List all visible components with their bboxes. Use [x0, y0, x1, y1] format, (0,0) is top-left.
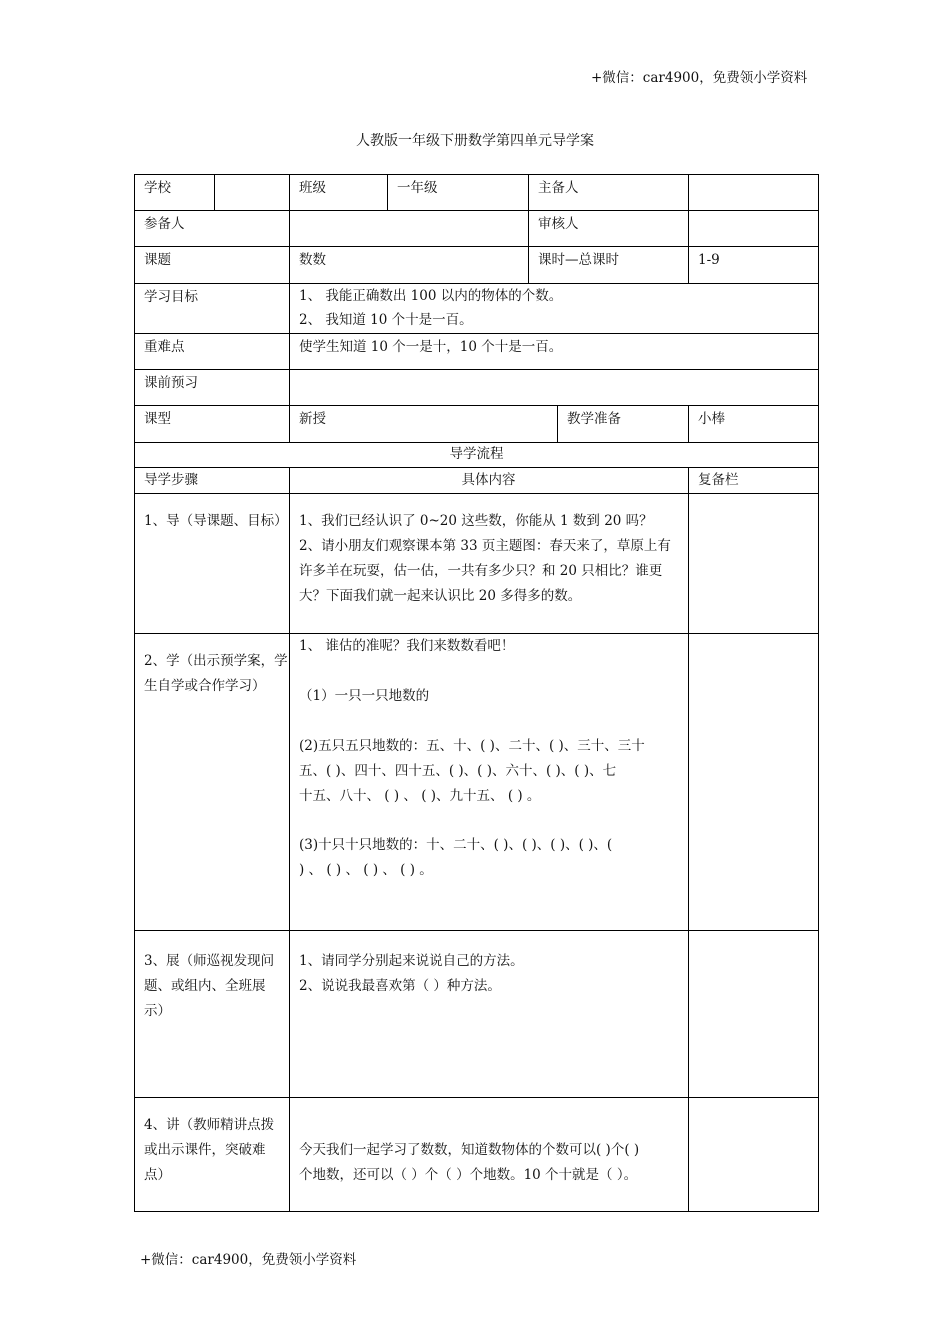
page-title: 人教版一年级下册数学第四单元导学案 — [356, 133, 594, 149]
preview-label: 课前预习 — [144, 375, 198, 391]
hours-value: 1-9 — [698, 252, 720, 268]
header-note: +微信：car4900，免费领小学资料 — [591, 70, 808, 86]
step3-label: 题、或组内、全班展 — [144, 978, 266, 994]
step1-line: 许多羊在玩耍，估一估，一共有多少只？和 20 只相比？谁更 — [299, 563, 663, 579]
step2-line: ) 、 ( ) 、 ( ) 、 ( ) 。 — [299, 862, 433, 878]
step1-line: 1、我们已经认识了 0~20 这些数，你能从 1 数到 20 吗？ — [299, 513, 653, 529]
lead-teacher-label: 主备人 — [538, 180, 579, 196]
flow-title: 导学流程 — [449, 446, 504, 462]
lesson-type-value: 新授 — [299, 411, 326, 427]
goal-label: 学习目标 — [144, 289, 198, 305]
goal-item-2: 2、 我知道 10 个十是一百。 — [299, 312, 473, 328]
goal-item-1: 1、 我能正确数出 100 以内的物体的个数。 — [299, 288, 563, 304]
step1-line: 2、请小朋友们观察课本第 33 页主题图：春天来了，草原上有 — [299, 538, 671, 554]
step2-line: 1、 谁估的准呢？我们来数数看吧！ — [299, 638, 515, 654]
step2-line: （1）一只一只地数的 — [299, 688, 430, 704]
step3-line: 1、请同学分别起来说说自己的方法。 — [299, 953, 524, 969]
col-content-header: 具体内容 — [461, 472, 516, 488]
step4-line: 个地数，还可以（ ）个（ ）个地数。10 个十就是（ ）。 — [299, 1167, 638, 1183]
step4-label: 点） — [144, 1167, 171, 1183]
step1-label: 1、导（导课题、目标） — [144, 513, 288, 529]
reviewer-label: 审核人 — [538, 216, 579, 232]
step1-line: 大？下面我们就一起来认识比 20 多得多的数。 — [299, 588, 582, 604]
lesson-type-label: 课型 — [144, 411, 171, 427]
step2-line: (2)五只五只地数的：五、十、( )、二十、( )、三十、三十 — [299, 738, 645, 754]
step4-label: 4、讲（教师精讲点拨 — [144, 1117, 275, 1133]
topic-label: 课题 — [144, 252, 171, 268]
footer-note: +微信：car4900，免费领小学资料 — [140, 1252, 357, 1268]
step2-line: (3)十只十只地数的：十、二十、( )、( )、( )、( )、( — [299, 837, 613, 853]
hours-label: 课时—总课时 — [538, 252, 619, 268]
step3-label: 示） — [144, 1003, 171, 1019]
key-points-value: 使学生知道 10 个一是十，10 个十是一百。 — [299, 339, 563, 355]
step3-line: 2、说说我最喜欢第（ ）种方法。 — [299, 978, 501, 994]
school-label: 学校 — [144, 180, 171, 196]
step2-line: 五、( )、四十、四十五、( )、( )、六十、( )、( )、七 — [299, 763, 617, 779]
step2-label: 生自学或合作学习） — [144, 678, 266, 694]
key-points-label: 重难点 — [144, 339, 185, 355]
step4-line: 今天我们一起学习了数数，知道数物体的个数可以( )个( ) — [299, 1142, 640, 1158]
step4-label: 或出示课件，突破难 — [144, 1142, 266, 1158]
participant-label: 参备人 — [144, 216, 185, 232]
prep-value: 小棒 — [698, 411, 725, 427]
topic-value: 数数 — [299, 252, 326, 268]
step2-line: 十五、八十、 ( ) 、 ( )、九十五、 ( ) 。 — [299, 788, 541, 804]
step3-label: 3、展（师巡视发现问 — [144, 953, 275, 969]
prep-label: 教学准备 — [567, 411, 621, 427]
col-review-header: 复备栏 — [698, 472, 739, 488]
class-label: 班级 — [299, 180, 326, 196]
col-step-header: 导学步骤 — [144, 472, 198, 488]
class-value: 一年级 — [397, 180, 438, 196]
step2-label: 2、学（出示预学案，学 — [144, 653, 288, 669]
